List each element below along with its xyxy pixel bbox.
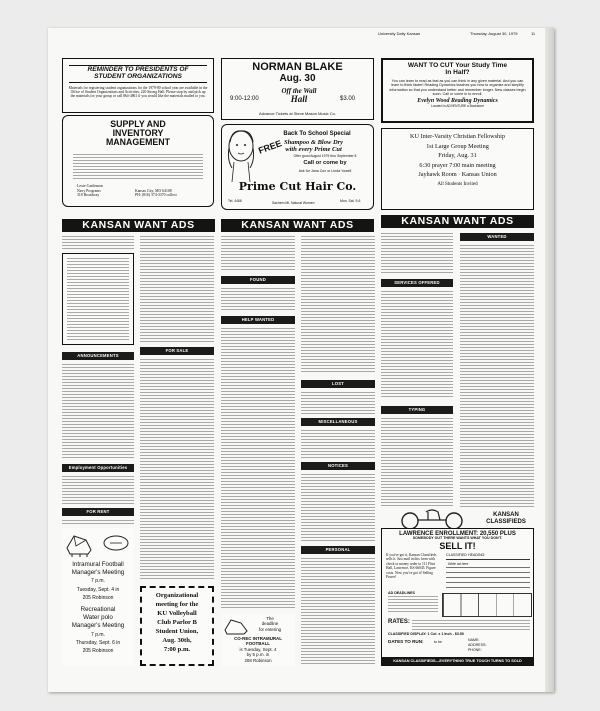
prime-offer-2: with every Prime Cut — [285, 146, 342, 153]
corec-l4: CO-REC INTRAMURAL — [234, 636, 282, 641]
deadline-list — [388, 596, 438, 614]
prime-offer-note: Offer good August 1979 thru September 8 — [293, 154, 357, 158]
norman-time: 9:00-12:00 — [230, 96, 259, 102]
prime-hours-right: Mon. Sat. 9-6 — [340, 199, 361, 203]
section-help-wanted: HELP WANTED — [221, 316, 295, 324]
supply-title-1: SUPPLY AND — [110, 119, 166, 129]
classifieds-heading-label: CLASSIFIED HEADING: — [446, 553, 486, 557]
ivcf-line-3: Friday, Aug. 31 — [438, 152, 477, 160]
prime-hours-left: Tel. 4466 — [228, 199, 242, 203]
study-time-ad — [381, 58, 534, 123]
reminder-title — [69, 65, 207, 83]
corec-bottom — [221, 636, 295, 663]
classifieds-header: KANSAN — [493, 512, 519, 518]
prime-offer — [284, 139, 343, 153]
football-l3: 7 p.m. — [91, 578, 105, 585]
section-lost: LOST — [301, 380, 375, 388]
section-for-sale: FOR SALE — [140, 347, 214, 355]
supply-contact-right — [135, 189, 177, 198]
study-title-1: WANT TO CUT Your Study Time — [407, 62, 508, 69]
col6-text-a — [460, 245, 534, 507]
off-the-wall-logo — [280, 87, 318, 107]
supply-title — [63, 120, 213, 148]
col5-text-b — [381, 291, 453, 399]
study-tagline: Located in ADVENTURE a Bookstore — [431, 104, 484, 109]
prime-hours-mid: Sachem Mt. Natural Women — [272, 201, 315, 205]
section-announcements: ANNOUNCEMENTS — [62, 352, 134, 360]
col3-text-c — [221, 328, 295, 610]
prime-call: Call or come by — [303, 160, 347, 166]
corec-l7: by 5 p.m. in — [246, 652, 270, 658]
ivcf-ad — [381, 128, 534, 210]
col2-text-a — [140, 236, 214, 344]
heading-line — [446, 559, 530, 560]
football-ad — [62, 528, 134, 666]
classifieds-contact[interactable] — [468, 638, 486, 653]
corec-l8: 208 Robinson — [244, 657, 272, 663]
football-l6: Recreational — [80, 606, 116, 614]
prime-free: FREE — [257, 138, 284, 156]
col1-text-a — [62, 236, 134, 250]
classifieds-deadlines: AD DEADLINES — [388, 591, 415, 595]
ivcf-line-5: Jayhawk Room · Kansas Union — [418, 171, 497, 179]
col2-text-b — [140, 359, 214, 581]
classifieds-footer: KANSAN CLASSIFIEDS—EVERYTHING TRUE TOUCH TURNS TO SOLD — [382, 657, 533, 665]
classifieds-title — [478, 512, 534, 526]
reminder-title-2: STUDENT ORGANIZATIONS — [94, 72, 182, 80]
classifieds-write-label: Write ad here — [448, 562, 469, 566]
write-ad-lines[interactable] — [446, 567, 530, 589]
section-for-rent: FOR RENT — [62, 508, 134, 516]
supply-ad — [62, 115, 214, 207]
reminder-body: Materials for registering student organizations for the 1979-80 school year are available in the Office of Student Organizations and Activities, 220 Strong Hall. Please stop by and pick up the materials for your group or call 864-4861 if you would like the materials mailed to you. — [68, 85, 208, 99]
volleyball-l1: Organizational — [155, 592, 199, 599]
venue-line-1: Off the Wall — [281, 87, 317, 95]
classifieds-pitch: If you've got it, Kansan Classifieds sells it. Just mail in this form with check or money order to 111 Flint Hall, Lawrence, KS 66045. Figure costs. Now you've got it! Selling Power! — [386, 553, 437, 580]
page-fold-shadow — [545, 28, 554, 692]
prime-name: Prime Cut Hair Co. — [238, 180, 357, 193]
norman-date: Aug. 30 — [279, 72, 316, 84]
supply-name: Lexie Castleman — [77, 184, 103, 188]
classifieds-header-2: CLASSIFIEDS — [486, 519, 526, 525]
masthead-date: Thursday, August 30, 1979 — [470, 31, 518, 36]
section-miscellaneous: MISCELLANEOUS — [301, 418, 375, 426]
corec-top — [245, 616, 295, 632]
masthead-page: 11 — [531, 31, 536, 36]
classifieds-sell: SELL IT! — [439, 541, 476, 552]
volleyball-text — [142, 591, 212, 654]
supply-title-2: INVENTORY — [112, 128, 164, 139]
supply-contact-left — [77, 184, 103, 198]
football-l4: Tuesday, Sept. 4 in — [76, 586, 120, 593]
prime-offer-1: Shampoo & Blow Dry — [284, 139, 344, 146]
football-l11: 205 Robinson — [82, 648, 114, 655]
section-services-offered: SERVICES OFFERED — [381, 279, 453, 287]
classifieds-enroll: LAWRENCE ENROLLMENT: 20,550 PLUS — [399, 531, 516, 537]
corec-l3: for entering — [258, 626, 282, 632]
rooster-illustration-icon — [398, 508, 466, 530]
classifieds-form — [381, 528, 534, 666]
section-employment: Employment Opportunities — [62, 464, 134, 472]
football-l5: 205 Robinson — [82, 594, 114, 601]
col4-text-c — [301, 430, 375, 458]
football-l9: 7 p.m. — [91, 631, 105, 638]
football-l8: Manager's Meeting — [71, 622, 125, 630]
col4-text-d — [301, 474, 375, 542]
volleyball-l6: Aug. 30th, — [162, 637, 192, 644]
classifieds-name[interactable]: NAME: — [468, 638, 480, 642]
volleyball-ad — [140, 586, 214, 666]
norman-title: NORMAN BLAKE — [252, 61, 343, 73]
col3-text-a — [221, 236, 295, 272]
col4-text-a — [301, 236, 375, 374]
ivcf-text — [382, 132, 533, 190]
reminder-ad — [62, 58, 214, 113]
col4-text-b — [301, 392, 375, 414]
volleyball-l3: KU Volleyball — [157, 610, 197, 617]
section-typing: TYPING — [381, 406, 453, 414]
volleyball-l5: Student Union, — [155, 628, 199, 635]
football-l7: Water polo — [83, 614, 113, 622]
corec-l1: The — [266, 616, 274, 621]
classifieds-display: CLASSIFIED DISPLAY: 1 Col. x 1 Inch - $3.50 — [388, 632, 464, 636]
volleyball-l2: meeting for the — [155, 601, 199, 608]
venue-line-2: Hall — [290, 94, 308, 104]
want-ads-banner-2: KANSAN WANT ADS — [221, 219, 374, 232]
col5-text-c — [381, 418, 453, 506]
rates-text — [67, 258, 129, 340]
ivcf-line-2: 1st Large Group Meeting — [426, 142, 489, 150]
reminder-title-1: REMINDER TO PRESIDENTS OF — [87, 66, 189, 73]
ivcf-line-1: KU Inter-Varsity Christian Fellowship — [410, 133, 505, 140]
section-notices: NOTICES — [301, 462, 375, 470]
classifieds-dates[interactable]: DATES TO RUN: — [388, 639, 424, 644]
masthead-paper: University Daily Kansan — [378, 31, 421, 36]
ivcf-line-6: All Students Invited — [437, 181, 478, 187]
want-ads-banner-1: KANSAN WANT ADS — [62, 219, 215, 232]
col1-text-c — [62, 476, 134, 504]
supply-phone: PH: (816) 374-3370 collect — [135, 193, 177, 198]
col3-text-b — [221, 288, 295, 312]
supply-addr: 318 Broadway — [77, 193, 100, 198]
col5-text-a — [381, 233, 453, 275]
study-body: You can learn to read as fast as you can think in any given material. And you can learn to think faster! Reading Dynamics teaches you how to organize and simplify information so that you understand better and remember longer. New classes begin soon. Call or come in to enroll. — [389, 78, 526, 97]
ivcf-line-4: 6:30 prayer 7:00 main meeting — [419, 161, 496, 169]
supply-title-3: MANAGEMENT — [105, 137, 171, 148]
prime-headline: Back To School Special — [283, 131, 351, 137]
volleyball-l7: 7:00 p.m. — [163, 646, 191, 653]
study-brand: Evelyn Wood Reading Dynamics — [417, 98, 498, 105]
classified-rates-box — [62, 253, 134, 345]
woman-illustration-icon — [226, 128, 256, 184]
football-text — [62, 561, 134, 655]
prime-ask: Ask for Jana Cox or Linda Yowell — [298, 169, 352, 173]
prime-cut-ad — [221, 124, 374, 210]
football-l10: Thursday, Sept. 6 in — [75, 639, 121, 646]
supply-org: Navy Programs — [77, 188, 101, 193]
classifieds-sub: SOMEBODY OUT THERE WANTS WHAT YOU DON'T. — [412, 536, 503, 541]
football-l2: Manager's Meeting — [71, 569, 125, 577]
col4-text-e — [301, 558, 375, 666]
supply-body-text — [73, 154, 203, 180]
col1-text-b — [62, 364, 134, 460]
football-icon — [102, 534, 130, 552]
corec-l5: FOOTBALL — [246, 641, 270, 647]
want-ads-banner-3: KANSAN WANT ADS — [381, 215, 534, 228]
section-personal: PERSONAL — [301, 546, 375, 554]
corec-l2: deadline — [261, 621, 279, 627]
football-l1: Intramural Football — [72, 561, 124, 568]
classifieds-phone[interactable]: PHONE: — [468, 648, 482, 652]
corec-l6: is Tuesday, Sept. 4 — [239, 646, 277, 652]
norman-price: $3.00 — [340, 96, 356, 102]
classifieds-address[interactable]: ADDRESS: — [468, 643, 487, 647]
rate-values — [412, 620, 530, 630]
section-wanted: WANTED — [460, 233, 534, 241]
supply-city: Kansas City, MO 64108 — [135, 188, 172, 193]
volleyball-l4: Club Parlor B — [157, 619, 197, 626]
classifieds-to-be: to be — [434, 640, 442, 644]
col1-text-d — [62, 520, 134, 526]
study-title-2: In Half? — [445, 68, 470, 76]
norman-blake-ad — [221, 58, 374, 120]
rate-table — [442, 593, 532, 617]
corec-ad — [221, 614, 295, 666]
classifieds-rates: RATES: — [388, 619, 410, 625]
norman-tickets: Advance Tickets at Steve Mason Music Co. — [259, 111, 336, 116]
football-cleat-icon — [64, 530, 94, 558]
section-found: FOUND — [221, 276, 295, 284]
study-title — [383, 63, 532, 77]
